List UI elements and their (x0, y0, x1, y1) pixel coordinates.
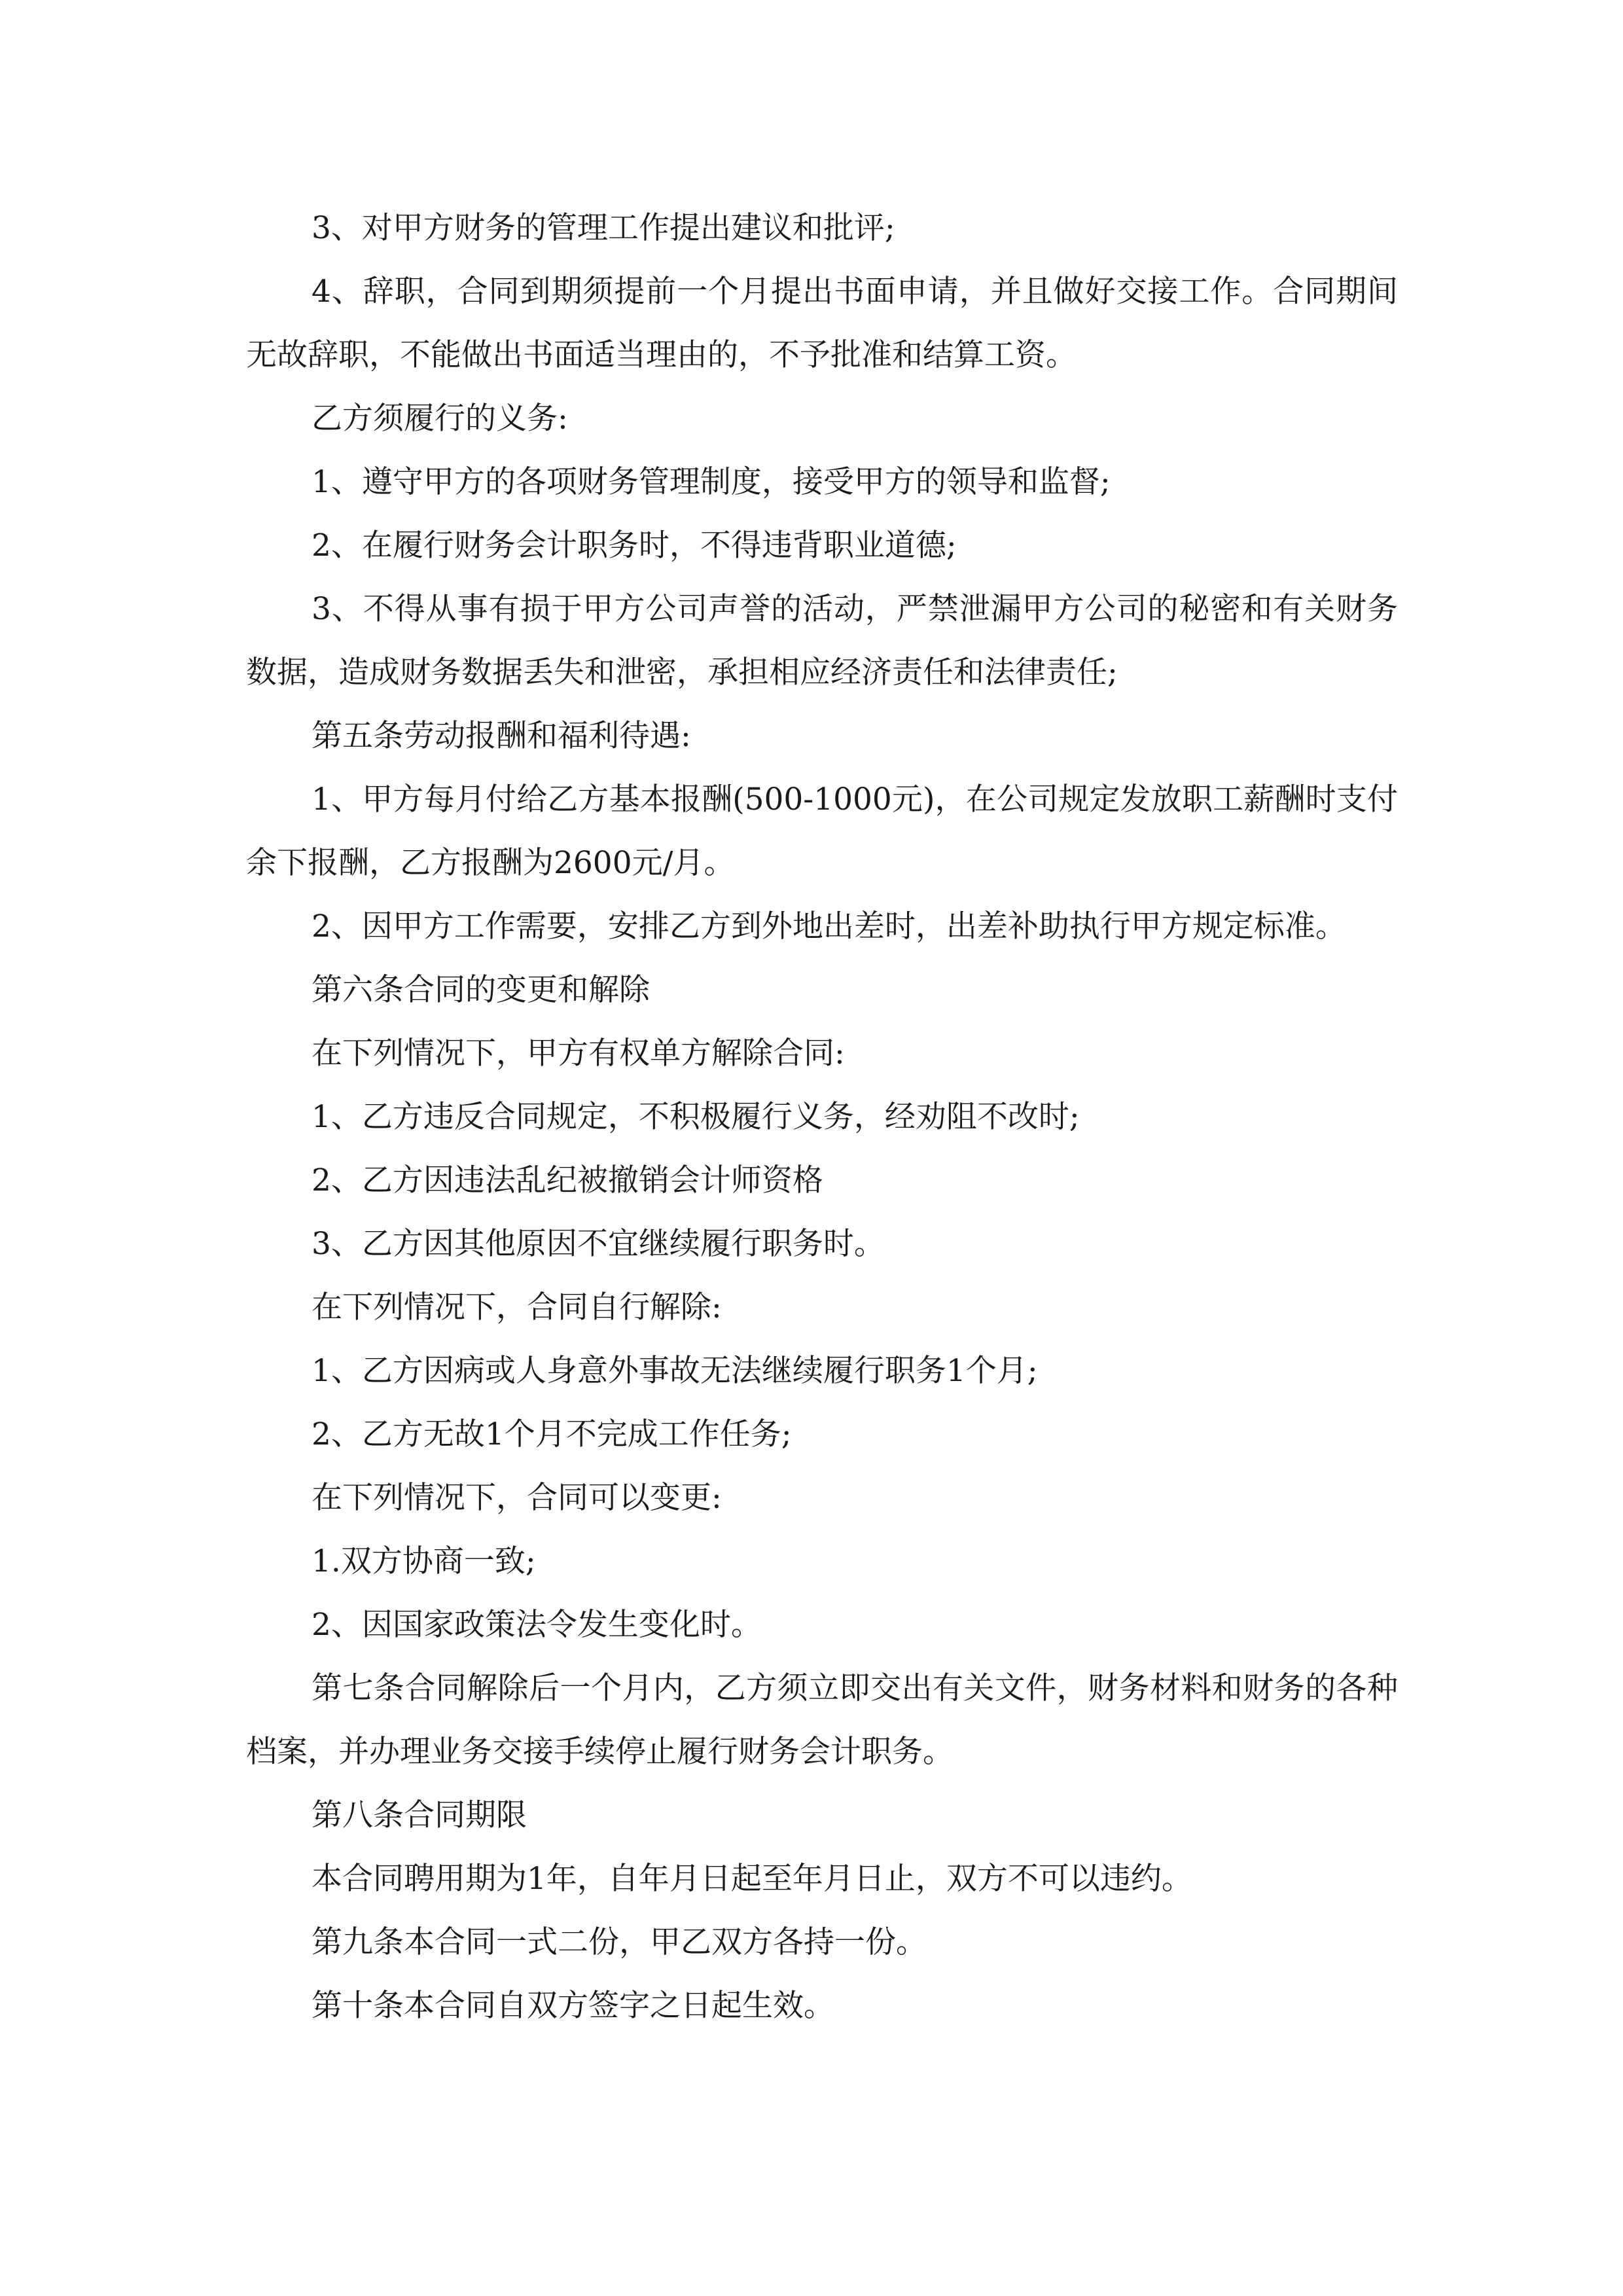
paragraph: 4、辞职，合同到期须提前一个月提出书面申请，并且做好交接工作。合同期间无故辞职，不能做出书面适当理由的，不予批准和结算工资。 (246, 274, 1398, 373)
paragraph: 1、遵守甲方的各项财务管理制度，接受甲方的领导和监督; (312, 464, 1111, 500)
paragraph: 2、在履行财务会计职务时，不得违背职业道德; (312, 528, 957, 564)
paragraph: 1、甲方每月付给乙方基本报酬(500-1000元)，在公司规定发放职工薪酬时支付余下报酬，乙方报酬为2600元/月。 (246, 781, 1398, 881)
paragraph: 3、乙方因其他原因不宜继续履行职务时。 (312, 1226, 885, 1262)
section-heading: 第五条劳动报酬和福利待遇: (312, 718, 691, 754)
paragraph: 在下列情况下，甲方有权单方解除合同: (312, 1035, 845, 1071)
section-heading: 第七条合同解除后一个月内，乙方须立即交出有关文件，财务材料和财务的各种档案，并办理业务交接手续停止履行财务会计职务。 (246, 1670, 1398, 1770)
paragraph: 3、不得从事有损于甲方公司声誉的活动，严禁泄漏甲方公司的秘密和有关财务数据，造成财务数据丢失和泄密，承担相应经济责任和法律责任; (246, 591, 1398, 691)
paragraph: 乙方须履行的义务: (312, 401, 568, 437)
paragraph: 在下列情况下，合同可以变更: (312, 1480, 722, 1516)
section-heading: 第六条合同的变更和解除 (312, 972, 650, 1008)
paragraph: 3、对甲方财务的管理工作提出建议和批评; (312, 210, 895, 246)
paragraph: 本合同聘用期为1年，自年月日起至年月日止，双方不可以违约。 (312, 1861, 1192, 1897)
paragraph: 2、乙方因违法乱纪被撤销会计师资格 (312, 1162, 823, 1198)
paragraph: 1、乙方违反合同规定，不积极履行义务，经劝阻不改时; (312, 1099, 1080, 1135)
section-heading: 第十条本合同自双方签字之日起生效。 (312, 1988, 834, 2024)
document-body (246, 196, 1398, 2037)
section-heading: 第八条合同期限 (312, 1797, 527, 1833)
paragraph: 2、因甲方工作需要，安排乙方到外地出差时，出差补助执行甲方规定标准。 (312, 908, 1346, 944)
paragraph: 1、乙方因病或人身意外事故无法继续履行职务1个月; (312, 1353, 1038, 1389)
paragraph: 在下列情况下，合同自行解除: (312, 1289, 722, 1325)
section-heading: 第九条本合同一式二份，甲乙双方各持一份。 (312, 1924, 927, 1960)
paragraph: 2、乙方无故1个月不完成工作任务; (312, 1416, 792, 1452)
paragraph: 1.双方协商一致; (312, 1543, 536, 1579)
paragraph: 2、因国家政策法令发生变化时。 (312, 1607, 762, 1643)
